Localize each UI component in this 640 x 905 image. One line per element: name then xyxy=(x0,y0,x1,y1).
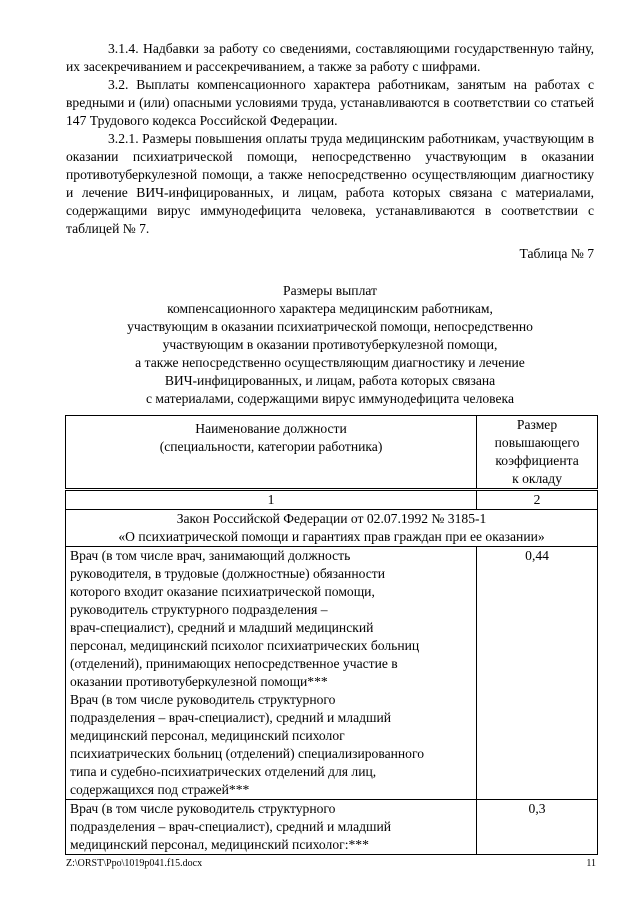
cell-text-line: Наименование должности xyxy=(195,421,347,436)
column-number-1: 1 xyxy=(66,490,477,510)
cell-text-line: Врач (в том числе руководитель структурного xyxy=(70,801,336,816)
title-line: участвующим в оказании психиатрической помощи, непосредственно xyxy=(127,319,533,334)
page-number: 11 xyxy=(586,858,596,869)
title-line: Размеры выплат xyxy=(283,283,377,298)
cell-text-line: медицинский персонал, медицинский психолог xyxy=(70,728,345,743)
cell-text-line: подразделения – врач-специалист), средний и младший xyxy=(70,819,392,834)
title-line: участвующим в оказании противотуберкулезной помощи, xyxy=(162,337,498,352)
cell-text-line: персонал, медицинский психолог психиатрических больниц xyxy=(70,638,420,653)
cell-text-line: (специальности, категории работника) xyxy=(159,439,383,454)
cell-text-line: (отделений), принимающих непосредственное участие в xyxy=(70,656,398,671)
table-law-row xyxy=(66,510,598,547)
table-title xyxy=(66,282,594,408)
column-number-2: 2 xyxy=(477,490,598,510)
cell-text-line: к окладу xyxy=(512,471,562,486)
cell-text-line: Размер xyxy=(516,417,558,432)
cell-text-line: Врач (в том числе врач, занимающий должность xyxy=(70,548,351,563)
cell-text-line: Закон Российской Федерации от 02.07.1992 № 3185-1 xyxy=(176,511,487,526)
cell-text-line: коэффициента xyxy=(495,453,579,468)
cell-text-line: подразделения – врач-специалист), средний и младший xyxy=(70,710,392,725)
header-coefficient xyxy=(477,416,598,490)
title-line: а также непосредственно осуществляющим диагностику и лечение xyxy=(135,355,525,370)
table-row xyxy=(66,547,598,800)
paragraph-3-2: 3.2. Выплаты компенсационного характера работникам, занятым на работах с вредными и (или) опасными условиями труда, устанавливаются в соответствии со статьей 147 Трудового кодекса Российской Федерации. xyxy=(66,77,594,128)
cell-text-line: руководитель структурного подразделения – xyxy=(70,602,328,617)
paragraph-3-2-1: 3.2.1. Размеры повышения оплаты труда медицинским работникам, участвующим в оказании психиатрической помощи, непосредственно участвующим в оказании противотуберкулезной помощи, а также непосредственно осуществляющим диагностику и лечение ВИЧ-инфицированных, и лицам, работа которых связана с материалами, содержащими вирус иммунодефицита человека, устанавливаются в соответствии с таблицей № 7. xyxy=(66,131,594,236)
rates-table xyxy=(65,415,598,855)
law-title-cell xyxy=(66,510,598,547)
title-line: ВИЧ-инфицированных, и лицам, работа которых связана xyxy=(164,373,496,388)
cell-text-line: руководителя, в трудовые (должностные) обязанности xyxy=(70,566,385,581)
table-column-numbers-row xyxy=(66,490,598,510)
cell-text-line: содержащихся под стражей*** xyxy=(70,782,250,797)
position-cell xyxy=(66,800,477,855)
coefficient-cell: 0,44 xyxy=(477,547,598,800)
footer-file-path: Z:\ORST\Ppo\1019p041.f15.docx xyxy=(66,858,203,869)
title-line: с материалами, содержащими вирус иммунодефицита человека xyxy=(146,391,514,406)
cell-text-line: психиатрических больниц (отделений) специализированного xyxy=(70,746,424,761)
table-caption: Таблица № 7 xyxy=(519,246,594,261)
position-cell xyxy=(66,547,477,800)
cell-text-line: типа и судебно-психиатрических отделений для лиц, xyxy=(70,764,377,779)
cell-text-line: «О психиатрической помощи и гарантиях прав граждан при ее оказании» xyxy=(118,529,545,544)
table-header-row xyxy=(66,416,598,490)
cell-text-line: повышающего xyxy=(494,435,580,450)
title-line: компенсационного характера медицинским работникам, xyxy=(167,301,493,316)
table-row xyxy=(66,800,598,855)
paragraph-3-1-4: 3.1.4. Надбавки за работу со сведениями, составляющими государственную тайну, их засекречиванием и рассекречиванием, а также за работу с шифрами. xyxy=(66,41,594,74)
cell-text-line: медицинский персонал, медицинский психолог:*** xyxy=(70,837,369,852)
cell-text-line: оказании противотуберкулезной помощи*** xyxy=(70,674,328,689)
header-position-name xyxy=(66,416,477,490)
coefficient-cell: 0,3 xyxy=(477,800,598,855)
cell-text-line: врач-специалист), средний и младший медицинский xyxy=(70,620,374,635)
cell-text-line: Врач (в том числе руководитель структурного xyxy=(70,692,336,707)
cell-text-line: которого входит оказание психиатрической помощи, xyxy=(70,584,375,599)
